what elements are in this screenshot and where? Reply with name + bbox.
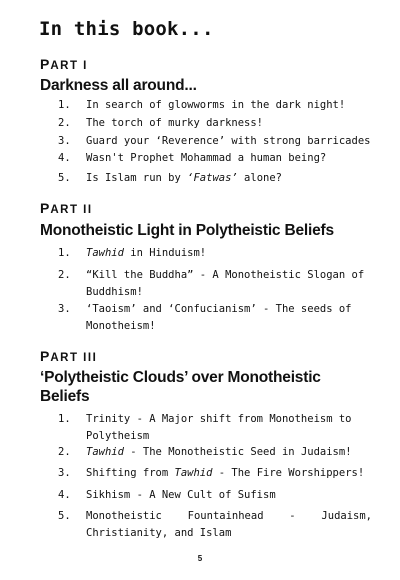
page-number: 5 [197,554,203,563]
part-2-label: PART II [40,200,93,216]
part-2-title: Monotheistic Light in Polytheistic Beliefs [40,222,334,239]
part-1-label: PART I [40,56,88,72]
part-3-label: PART III [40,348,98,364]
page-title: In this book... [39,18,214,40]
part-3-title: ‘Polytheistic Clouds’ over Monotheistic Beliefs [40,369,321,405]
book-contents-page: In this book... PART I Darkness all around... 1. In search of glowworms in the dark night! 2. The torch of murky darkness! 3. Guard your ‘Reverence’ with strong barricades 4. Wasn't Prophet Mohammad a human being? 5. Is Islam run by ‘Fatwas’ alone? PART II Monotheistic Light in Polytheistic Beliefs 1. Tawhid in Hinduism! 2. “Kill the Buddha” - A Monotheistic Slogan of Buddhism! 3. ‘Taoism’ and ‘Confucianism’ - The seeds of Monotheism! PART III ‘Polytheistic Clouds’ over Monotheistic Beliefs 1. Trinity - A Major shift from Monotheism to Polytheism 2. Tawhid - The Monotheistic Seed in Judaism! 3. Shifting from Tawhid - The Fire Worshippers! 4. Sikhism - A New Cult of Sufism 5. Monotheistic Fountainhead - Judaism, Christianity, and Islam 5 [0,0,400,580]
part-1-title: Darkness all around... [40,77,197,94]
